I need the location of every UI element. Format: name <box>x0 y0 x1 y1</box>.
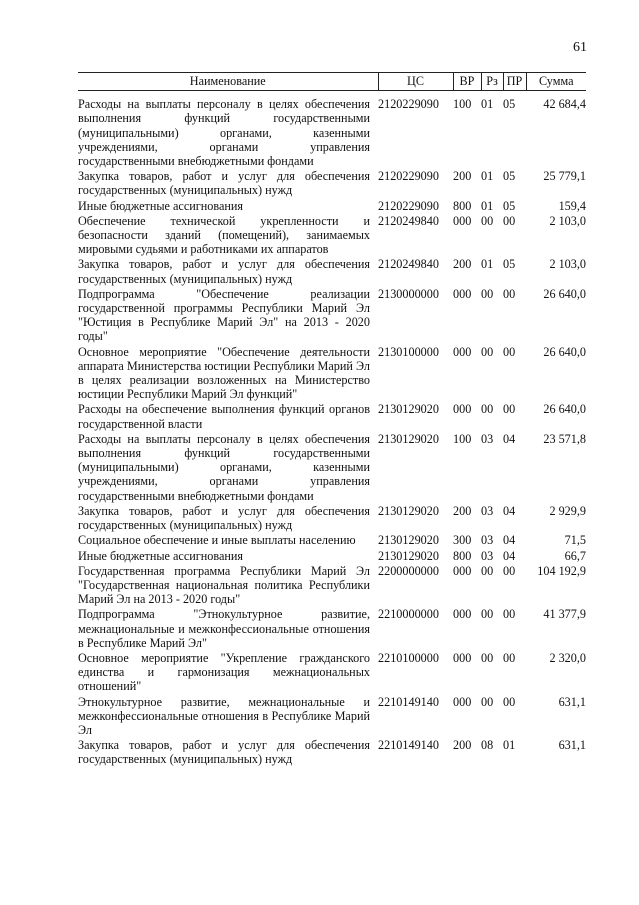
row-pr: 05 <box>503 97 516 112</box>
row-vr: 200 <box>453 738 472 753</box>
row-sum: 104 192,9 <box>537 563 586 578</box>
table-row <box>78 564 586 608</box>
row-name: Иные бюджетные ассигнования <box>78 198 244 213</box>
row-rz: 00 <box>481 650 494 665</box>
row-name: Расходы на обеспечение выполнения функций органов государственной власти <box>78 402 370 431</box>
row-vr: 100 <box>453 431 472 446</box>
row-vr: 000 <box>453 607 472 622</box>
row-vr: 300 <box>453 533 472 548</box>
row-pr: 05 <box>503 169 516 184</box>
header-sum: Сумма <box>526 73 586 91</box>
row-rz: 03 <box>481 431 494 446</box>
row-vr: 100 <box>453 97 472 112</box>
table-row <box>78 199 586 214</box>
header-rz: Рз <box>481 73 503 91</box>
table-row <box>78 549 586 564</box>
row-vr: 800 <box>453 548 472 563</box>
table-header-row <box>78 73 586 91</box>
row-sum: 2 103,0 <box>549 257 586 272</box>
table-row <box>78 257 586 286</box>
row-name: Социальное обеспечение и иные выплаты населению <box>78 533 356 548</box>
table-row <box>78 504 586 533</box>
row-pr: 00 <box>503 694 516 709</box>
row-pr: 04 <box>503 533 516 548</box>
row-vr: 000 <box>453 402 472 417</box>
row-cs: 2130129020 <box>378 503 439 518</box>
row-rz: 03 <box>481 548 494 563</box>
row-cs: 2210149140 <box>378 738 439 753</box>
row-cs: 2120229090 <box>378 97 439 112</box>
row-sum: 26 640,0 <box>543 286 586 301</box>
row-pr: 01 <box>503 738 516 753</box>
row-vr: 200 <box>453 503 472 518</box>
row-cs: 2210149140 <box>378 694 439 709</box>
row-sum: 42 684,4 <box>543 97 586 112</box>
row-name: Этнокультурное развитие, межнациональные и межконфессиональные отношения в Республике Марий Эл <box>78 694 370 737</box>
row-rz: 03 <box>481 503 494 518</box>
row-vr: 000 <box>453 694 472 709</box>
row-rz: 00 <box>481 402 494 417</box>
row-rz: 00 <box>481 286 494 301</box>
row-cs: 2120229090 <box>378 169 439 184</box>
table-row <box>78 97 586 169</box>
table-row <box>78 402 586 431</box>
table-row <box>78 738 586 767</box>
row-name: Закупка товаров, работ и услуг для обеспечения государственных (муниципальных) нужд <box>78 257 370 286</box>
row-sum: 26 640,0 <box>543 402 586 417</box>
row-pr: 00 <box>503 344 516 359</box>
row-name: Основное мероприятие "Укрепление гражданского единства и гармонизация межнациональных отношений" <box>78 650 370 694</box>
row-vr: 000 <box>453 650 472 665</box>
row-cs: 2120249840 <box>378 213 439 228</box>
row-pr: 00 <box>503 563 516 578</box>
row-pr: 00 <box>503 402 516 417</box>
row-name: Закупка товаров, работ и услуг для обеспечения государственных (муниципальных) нужд <box>78 738 370 767</box>
table-row <box>78 432 586 504</box>
budget-table <box>78 72 586 768</box>
table-row <box>78 287 586 345</box>
row-cs: 2130129020 <box>378 548 439 563</box>
row-name: Закупка товаров, работ и услуг для обеспечения государственных (муниципальных) нужд <box>78 169 370 198</box>
row-rz: 00 <box>481 607 494 622</box>
budget-table-container <box>78 72 586 768</box>
row-cs: 2120229090 <box>378 198 439 213</box>
row-pr: 04 <box>503 431 516 446</box>
row-name: Расходы на выплаты персоналу в целях обеспечения выполнения функций государственными (муниципальными) органами, казенными учреждениями, органами управления государственными внебюджетными фондами <box>78 97 370 169</box>
row-name: Иные бюджетные ассигнования <box>78 548 244 563</box>
table-row <box>78 214 586 258</box>
row-cs: 2120249840 <box>378 257 439 272</box>
row-name: Подпрограмма "Этнокультурное развитие, межнациональные и межконфессиональные отношения в Республике Марий Эл" <box>78 607 370 650</box>
row-name: Основное мероприятие "Обеспечение деятельности аппарата Министерства юстиции Республики Марий Эл в целях реализации возложенных на Министерство юстиции Республики Марий Эл функций" <box>78 344 370 402</box>
row-vr: 000 <box>453 563 472 578</box>
row-sum: 2 103,0 <box>549 213 586 228</box>
row-rz: 01 <box>481 97 494 112</box>
row-rz: 08 <box>481 738 494 753</box>
header-cs: ЦС <box>378 73 453 91</box>
row-cs: 2200000000 <box>378 563 439 578</box>
table-row <box>78 345 586 403</box>
row-pr: 00 <box>503 286 516 301</box>
row-cs: 2130100000 <box>378 344 439 359</box>
row-pr: 00 <box>503 607 516 622</box>
table-row <box>78 695 586 739</box>
row-rz: 01 <box>481 169 494 184</box>
table-row <box>78 607 586 651</box>
row-rz: 00 <box>481 694 494 709</box>
row-name: Закупка товаров, работ и услуг для обеспечения государственных (муниципальных) нужд <box>78 503 370 533</box>
row-name: Обеспечение технической укрепленности и безопасности зданий (помещений), занимаемых мировыми судьями и работниками их аппаратов <box>78 213 370 257</box>
row-cs: 2130129020 <box>378 402 439 417</box>
row-cs: 2130129020 <box>378 431 439 446</box>
row-pr: 00 <box>503 650 516 665</box>
row-cs: 2130000000 <box>378 286 439 301</box>
row-vr: 000 <box>453 344 472 359</box>
table-row <box>78 533 586 548</box>
header-pr: ПР <box>503 73 526 91</box>
row-sum: 2 929,9 <box>549 503 586 518</box>
row-cs: 2130129020 <box>378 533 439 548</box>
row-pr: 00 <box>503 213 516 228</box>
row-vr: 000 <box>453 213 472 228</box>
row-sum: 66,7 <box>564 548 586 563</box>
row-name: Подпрограмма "Обеспечение реализации государственной программы Республики Марий Эл "Юстиция в Республике Марий Эл" на 2013 - 2020 годы" <box>78 286 370 344</box>
row-sum: 25 779,1 <box>543 169 586 184</box>
row-sum: 631,1 <box>558 694 586 709</box>
row-pr: 05 <box>503 198 516 213</box>
row-pr: 04 <box>503 503 516 518</box>
row-rz: 01 <box>481 198 494 213</box>
row-sum: 23 571,8 <box>543 431 586 446</box>
row-pr: 04 <box>503 548 516 563</box>
row-pr: 05 <box>503 257 516 272</box>
row-vr: 200 <box>453 257 472 272</box>
row-cs: 2210100000 <box>378 650 439 665</box>
row-name: Расходы на выплаты персоналу в целях обеспечения выполнения функций государственными (муниципальными) органами, казенными учреждениями, органами управления государственными внебюджетными фондами <box>78 431 370 503</box>
row-rz: 01 <box>481 257 494 272</box>
row-sum: 631,1 <box>558 738 586 753</box>
row-sum: 41 377,9 <box>543 607 586 622</box>
row-rz: 00 <box>481 563 494 578</box>
row-rz: 03 <box>481 533 494 548</box>
row-vr: 200 <box>453 169 472 184</box>
row-vr: 000 <box>453 286 472 301</box>
row-sum: 159,4 <box>558 198 586 213</box>
page-number: 61 <box>573 40 587 55</box>
row-cs: 2210000000 <box>378 607 439 622</box>
table-body <box>78 97 586 767</box>
row-sum: 2 320,0 <box>549 650 586 665</box>
row-rz: 00 <box>481 344 494 359</box>
table-row <box>78 169 586 198</box>
row-rz: 00 <box>481 213 494 228</box>
row-name: Государственная программа Республики Марий Эл "Государственная национальная политика Республики Марий Эл на 2013 - 2020 годы" <box>78 563 370 607</box>
row-vr: 800 <box>453 198 472 213</box>
table-row <box>78 651 586 695</box>
row-sum: 26 640,0 <box>543 344 586 359</box>
header-vr: ВР <box>453 73 481 91</box>
row-sum: 71,5 <box>564 533 586 548</box>
header-name: Наименование <box>78 73 378 91</box>
